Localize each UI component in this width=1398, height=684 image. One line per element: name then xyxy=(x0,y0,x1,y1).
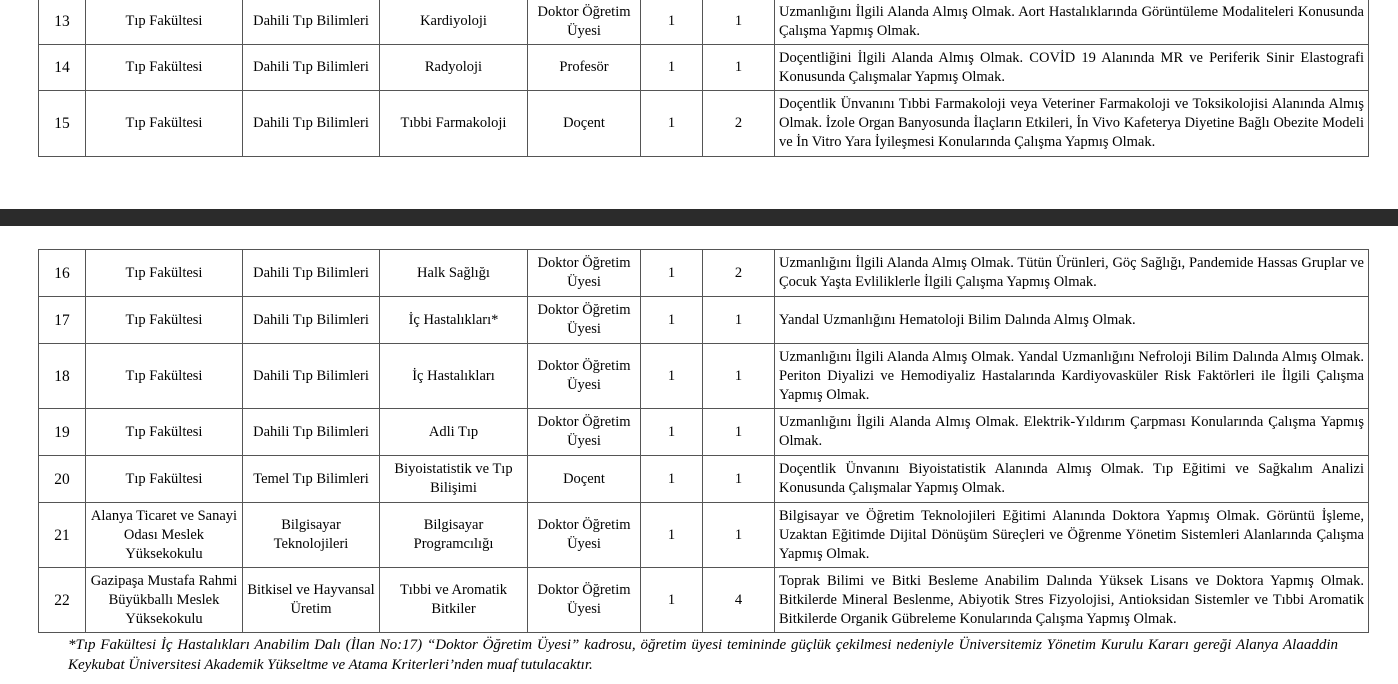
discipline-cell: Biyoistatistik ve Tıp Bilişimi xyxy=(380,456,528,503)
table-row xyxy=(39,297,1369,344)
requirement-cell: Uzmanlığını İlgili Alanda Almış Olmak. Yandal Uzmanlığını Nefroloji Bilim Dalında Almış Olmak. Periton Diyalizi ve Hemodiyaliz Hastalarında Kardiyovasküler Risk Faktörleri ile İlgili Çalışma Yapmış Olmak. xyxy=(775,344,1369,409)
discipline-cell: Tıbbi Farmakoloji xyxy=(380,91,528,157)
title-cell: Doktor Öğretim Üyesi xyxy=(528,568,641,633)
department-cell: Dahili Tıp Bilimleri xyxy=(243,45,380,91)
degree-cell: 1 xyxy=(641,91,703,157)
faculty-cell: Alanya Ticaret ve Sanayi Odası Meslek Yüksekokulu xyxy=(86,503,243,568)
table-row xyxy=(39,0,1369,45)
degree-cell: 1 xyxy=(641,503,703,568)
title-cell: Doktor Öğretim Üyesi xyxy=(528,297,641,344)
requirement-cell: Toprak Bilimi ve Bitki Besleme Anabilim Dalında Yüksek Lisans ve Doktora Yapmış Olmak. Bitkilerde Mineral Beslenme, Abiyotik Stres Fizyolojisi, Antioksidan Sistemler ve Tıbbi Aromatik Bitkilerde Organik Gübreleme Konularında Çalışma Yapmış Olmak. xyxy=(775,568,1369,633)
degree-cell: 1 xyxy=(641,45,703,91)
faculty-cell: Gazipaşa Mustafa Rahmi Büyükballı Meslek Yüksekokulu xyxy=(86,568,243,633)
row-number: 14 xyxy=(39,45,86,91)
footnote: *Tıp Fakültesi İç Hastalıkları Anabilim Dalı (İlan No:17) “Doktor Öğretim Üyesi” kadrosu, öğretim üyesi temininde güçlük çekilmesi nedeniyle Üniversitemiz Yönetim Kurulu Kararı gereği Alanya Alaaddin Keykubat Üniversitesi Akademik Yükseltme ve Atama Kriterleri’nden muaf tutulacaktır. xyxy=(68,637,1338,673)
table-row xyxy=(39,568,1369,633)
discipline-cell: Kardiyoloji xyxy=(380,0,528,45)
title-cell: Doçent xyxy=(528,91,641,157)
row-number: 19 xyxy=(39,409,86,456)
title-cell: Doktor Öğretim Üyesi xyxy=(528,250,641,297)
discipline-cell: Bilgisayar Programcılığı xyxy=(380,503,528,568)
degree-cell: 1 xyxy=(641,297,703,344)
requirement-cell: Uzmanlığını İlgili Alanda Almış Olmak. Aort Hastalıklarında Görüntüleme Modaliteleri Konusunda Çalışma Yapmış Olmak. xyxy=(775,0,1369,45)
requirement-cell: Yandal Uzmanlığını Hematoloji Bilim Dalında Almış Olmak. xyxy=(775,297,1369,344)
faculty-cell: Tıp Fakültesi xyxy=(86,0,243,45)
department-cell: Bilgisayar Teknolojileri xyxy=(243,503,380,568)
row-number: 16 xyxy=(39,250,86,297)
department-cell: Temel Tıp Bilimleri xyxy=(243,456,380,503)
count-cell: 1 xyxy=(703,344,775,409)
faculty-cell: Tıp Fakültesi xyxy=(86,297,243,344)
row-number: 18 xyxy=(39,344,86,409)
page-divider xyxy=(0,209,1398,226)
discipline-cell: İç Hastalıkları* xyxy=(380,297,528,344)
faculty-cell: Tıp Fakültesi xyxy=(86,91,243,157)
title-cell: Doktor Öğretim Üyesi xyxy=(528,344,641,409)
department-cell: Dahili Tıp Bilimleri xyxy=(243,409,380,456)
requirement-cell: Doçentlik Ünvanını Biyoistatistik Alanında Almış Olmak. Tıp Eğitimi ve Sağkalım Analizi Konusunda Çalışmalar Yapmış Olmak. xyxy=(775,456,1369,503)
row-number: 22 xyxy=(39,568,86,633)
title-cell: Profesör xyxy=(528,45,641,91)
requirement-cell: Uzmanlığını İlgili Alanda Almış Olmak. Tütün Ürünleri, Göç Sağlığı, Pandemide Hassas Gruplar ve Çocuk Yaşta Evliliklerle İlgili Çalışma Yapmış Olmak. xyxy=(775,250,1369,297)
row-number: 21 xyxy=(39,503,86,568)
table-row xyxy=(39,91,1369,157)
row-number: 17 xyxy=(39,297,86,344)
faculty-cell: Tıp Fakültesi xyxy=(86,456,243,503)
count-cell: 1 xyxy=(703,409,775,456)
discipline-cell: Halk Sağlığı xyxy=(380,250,528,297)
count-cell: 1 xyxy=(703,297,775,344)
department-cell: Dahili Tıp Bilimleri xyxy=(243,0,380,45)
count-cell: 1 xyxy=(703,503,775,568)
department-cell: Dahili Tıp Bilimleri xyxy=(243,297,380,344)
discipline-cell: Tıbbi ve Aromatik Bitkiler xyxy=(380,568,528,633)
degree-cell: 1 xyxy=(641,568,703,633)
degree-cell: 1 xyxy=(641,250,703,297)
count-cell: 4 xyxy=(703,568,775,633)
faculty-cell: Tıp Fakültesi xyxy=(86,344,243,409)
requirement-cell: Uzmanlığını İlgili Alanda Almış Olmak. Elektrik-Yıldırım Çarpması Konularında Çalışma Yapmış Olmak. xyxy=(775,409,1369,456)
count-cell: 2 xyxy=(703,91,775,157)
table-row xyxy=(39,45,1369,91)
table-row xyxy=(39,250,1369,297)
count-cell: 2 xyxy=(703,250,775,297)
degree-cell: 1 xyxy=(641,409,703,456)
title-cell: Doktor Öğretim Üyesi xyxy=(528,0,641,45)
discipline-cell: Radyoloji xyxy=(380,45,528,91)
count-cell: 1 xyxy=(703,0,775,45)
degree-cell: 1 xyxy=(641,456,703,503)
title-cell: Doçent xyxy=(528,456,641,503)
department-cell: Bitkisel ve Hayvansal Üretim xyxy=(243,568,380,633)
faculty-cell: Tıp Fakültesi xyxy=(86,250,243,297)
discipline-cell: Adli Tıp xyxy=(380,409,528,456)
title-cell: Doktor Öğretim Üyesi xyxy=(528,409,641,456)
row-number: 20 xyxy=(39,456,86,503)
department-cell: Dahili Tıp Bilimleri xyxy=(243,91,380,157)
department-cell: Dahili Tıp Bilimleri xyxy=(243,250,380,297)
table-row xyxy=(39,344,1369,409)
requirement-cell: Doçentliğini İlgili Alanda Almış Olmak. COVİD 19 Alanında MR ve Periferik Sinir Elastografi Konusunda Çalışmalar Yapmış Olmak. xyxy=(775,45,1369,91)
faculty-cell: Tıp Fakültesi xyxy=(86,45,243,91)
faculty-cell: Tıp Fakültesi xyxy=(86,409,243,456)
requirement-cell: Doçentlik Ünvanını Tıbbi Farmakoloji veya Veteriner Farmakoloji ve Toksikolojisi Alanında Almış Olmak. İzole Organ Banyosunda İlaçların Etkileri, İn Vivo Kafeterya Diyetine Bağlı Obezite Modeli ve İn Vitro Yara İyileşmesi Konularında Çalışma Yapmış Olmak. xyxy=(775,91,1369,157)
title-cell: Doktor Öğretim Üyesi xyxy=(528,503,641,568)
table-row xyxy=(39,503,1369,568)
table-row xyxy=(39,456,1369,503)
row-number: 15 xyxy=(39,91,86,157)
row-number: 13 xyxy=(39,0,86,45)
degree-cell: 1 xyxy=(641,0,703,45)
position-table-bottom xyxy=(38,249,1369,633)
table-row xyxy=(39,409,1369,456)
position-table-top xyxy=(38,0,1369,157)
discipline-cell: İç Hastalıkları xyxy=(380,344,528,409)
count-cell: 1 xyxy=(703,456,775,503)
degree-cell: 1 xyxy=(641,344,703,409)
department-cell: Dahili Tıp Bilimleri xyxy=(243,344,380,409)
count-cell: 1 xyxy=(703,45,775,91)
requirement-cell: Bilgisayar ve Öğretim Teknolojileri Eğitimi Alanında Doktora Yapmış Olmak. Görüntü İşleme, Uzaktan Eğitimde Dijital Dönüşüm Süreçleri ve Öğrenme Yönetim Sistemleri Alanlarında Çalışma Yapmış Olmak. xyxy=(775,503,1369,568)
